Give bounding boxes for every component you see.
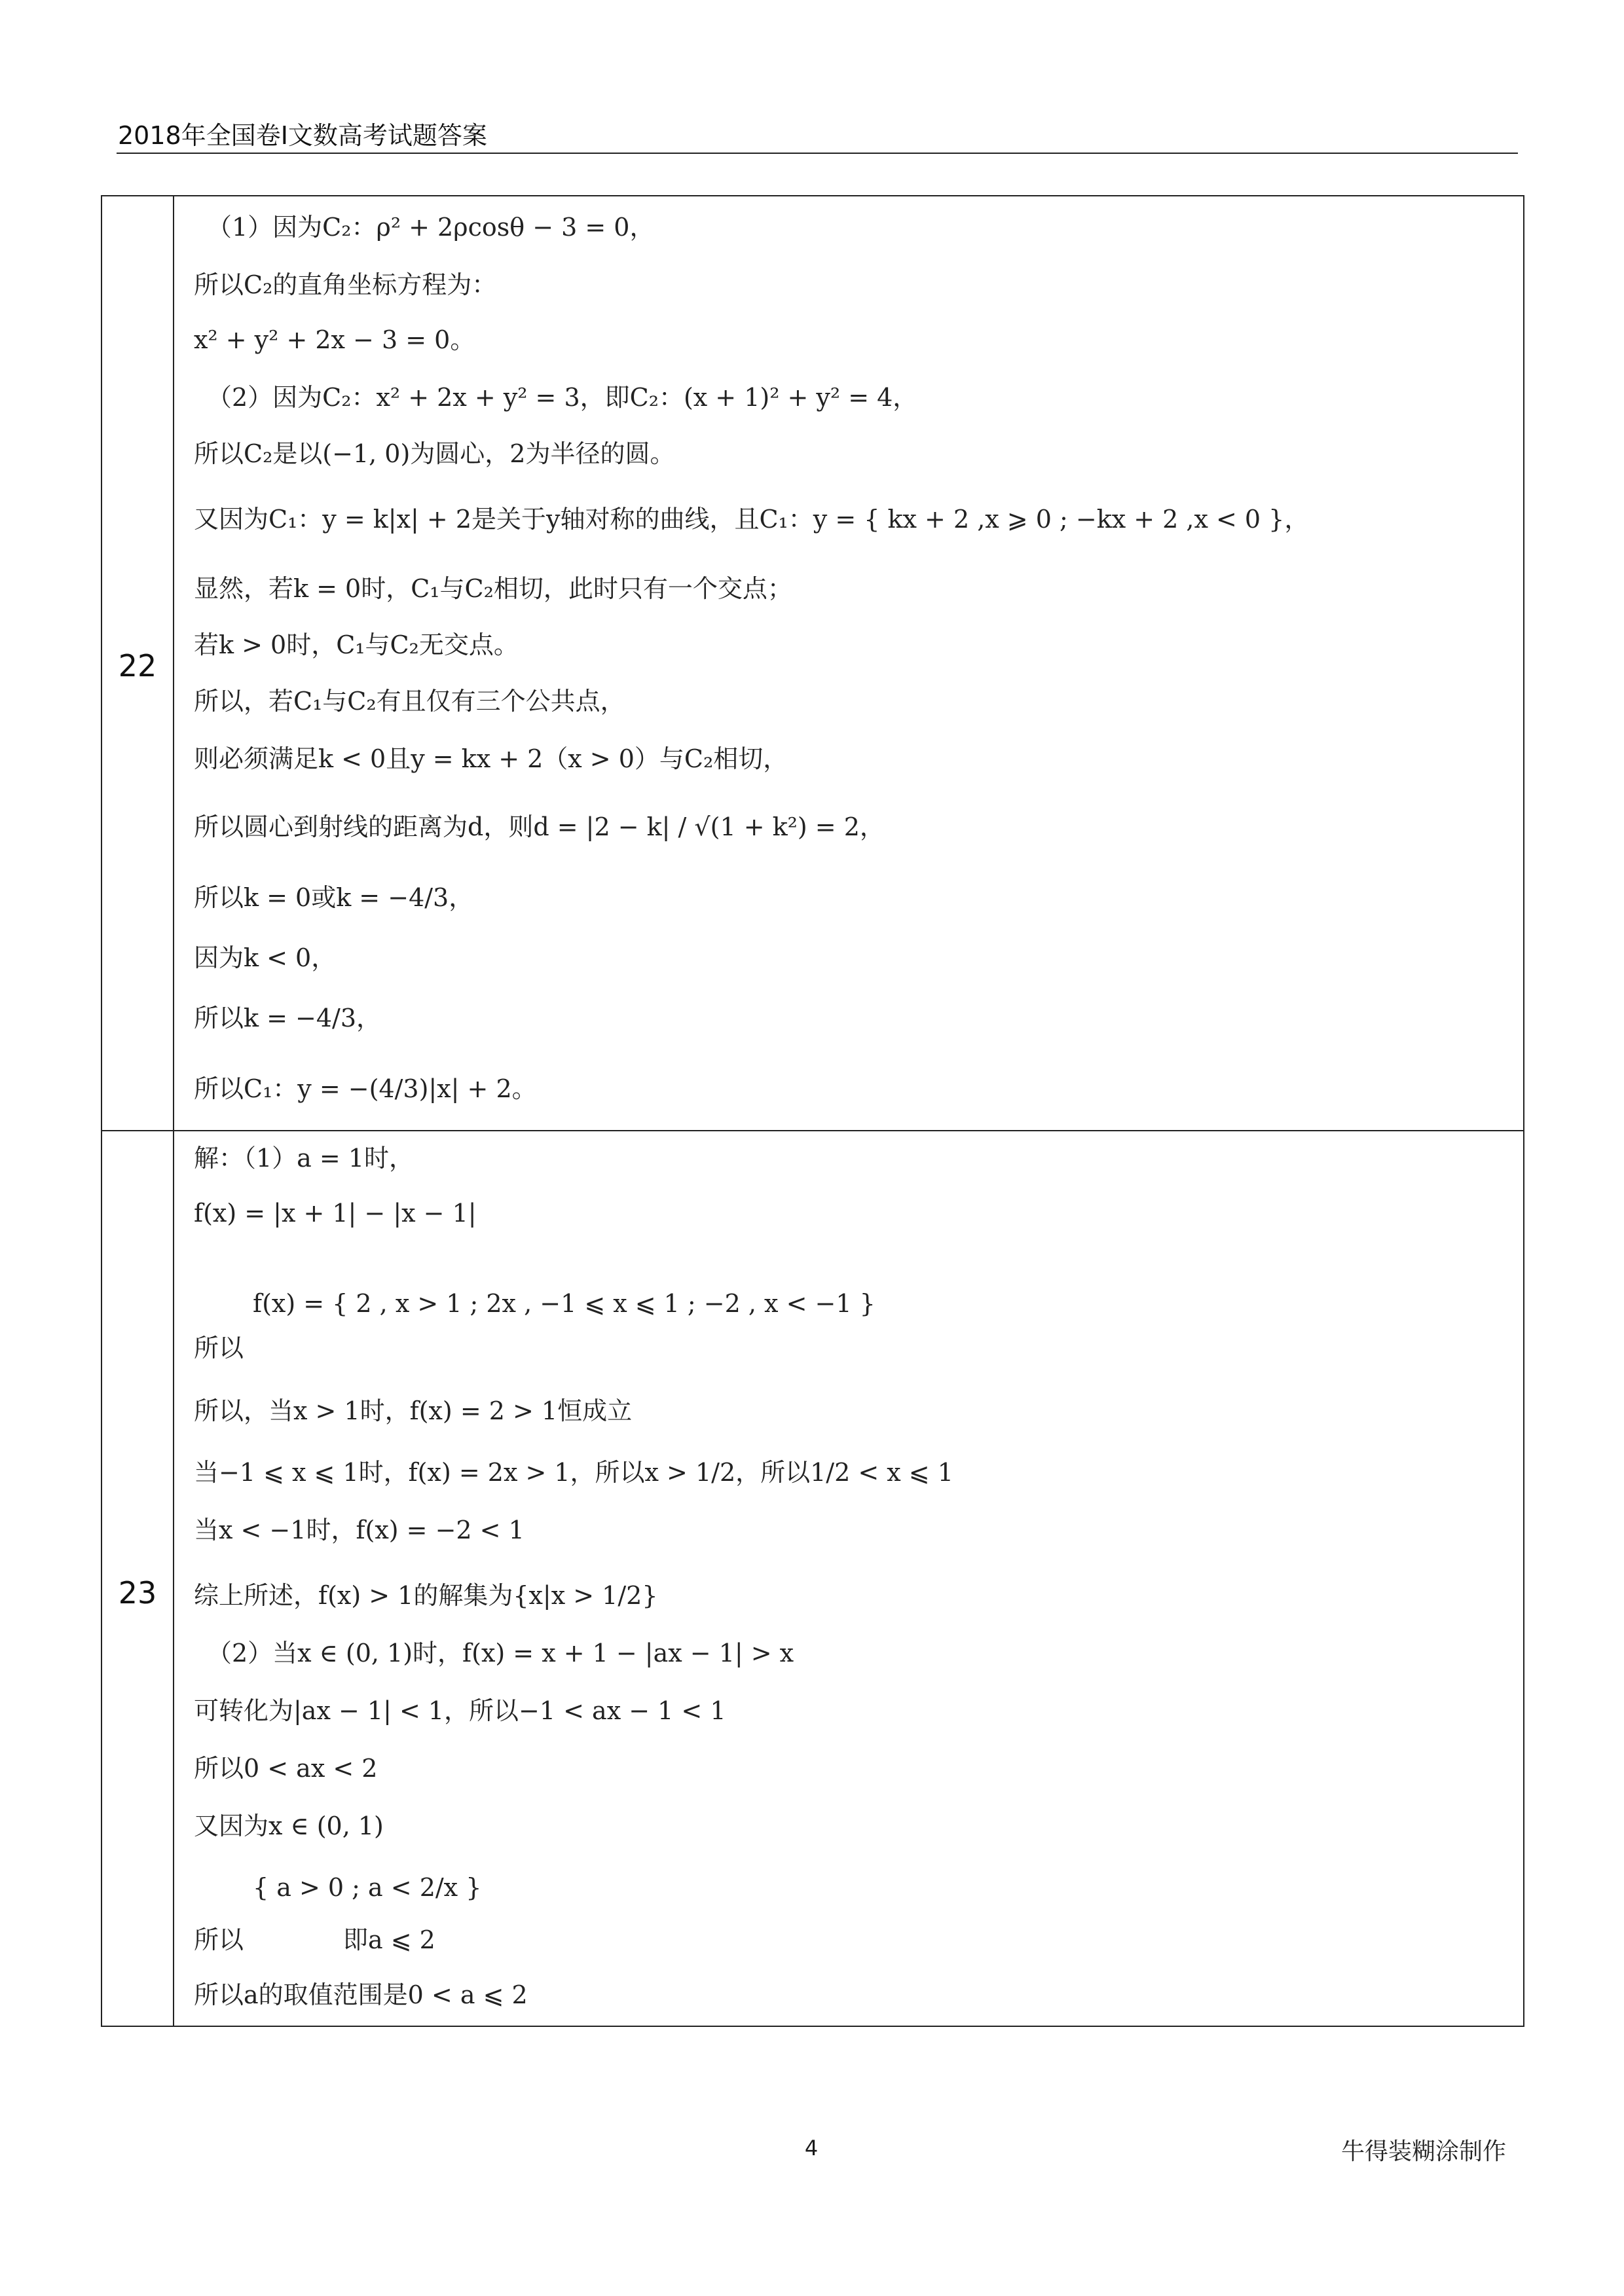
q23-line-5: 所以，当x > 1时，f(x) = 2 > 1恒成立 — [194, 1396, 633, 1425]
q23-line-4: 所以 — [194, 1334, 244, 1362]
q23-line-14: 所以 即a ⩽ 2 — [194, 1925, 435, 1954]
row-separator — [102, 1130, 1523, 1131]
q22-line-13: 因为k < 0， — [194, 943, 337, 972]
header-rule — [117, 153, 1518, 154]
q22-line-9: 所以，若C₁与C₂有且仅有三个公共点， — [194, 687, 625, 716]
q23-line-1: 解：（1）a = 1时， — [194, 1144, 415, 1173]
q23-line-8: 综上所述，f(x) > 1的解集为{x|x > 1/2} — [194, 1581, 658, 1610]
q22-line-6: 又因为C₁：y = k|x| + 2是关于y轴对称的曲线，且C₁：y = { kx + 2 ,x ⩾ 0 ; −kx + 2 ,x < 0 }， — [194, 505, 1310, 534]
q23-line-6: 当−1 ⩽ x ⩽ 1时，f(x) = 2x > 1，所以x > 1/2，所以1/2 < x ⩽ 1 — [194, 1458, 953, 1487]
q23-line-13: { a > 0 ; a < 2/x } — [253, 1873, 482, 1902]
question-number-23: 23 — [118, 1575, 157, 1611]
q23-line-3: f(x) = { 2 , x > 1 ; 2x , −1 ⩽ x ⩽ 1 ; −2 , x < −1 } — [253, 1289, 876, 1318]
q22-line-5: 所以C₂是以(−1, 0)为圆心，2为半径的圆。 — [194, 439, 675, 468]
question-number-22: 22 — [118, 648, 157, 683]
q23-line-12: 又因为x ∈ (0, 1) — [194, 1812, 384, 1840]
q23-line-9: （2）当x ∈ (0, 1)时，f(x) = x + 1 − |ax − 1| > x — [207, 1639, 794, 1667]
q23-line-10: 可转化为|ax − 1| < 1，所以−1 < ax − 1 < 1 — [194, 1696, 726, 1725]
q22-line-3: x² + y² + 2x − 3 = 0。 — [194, 325, 475, 354]
q22-line-4: （2）因为C₂：x² + 2x + y² = 3，即C₂：(x + 1)² + y² = 4， — [207, 383, 918, 412]
q22-line-8: 若k > 0时，C₁与C₂无交点。 — [194, 630, 519, 659]
q22-line-2: 所以C₂的直角坐标方程为： — [194, 270, 497, 299]
answer-table — [101, 195, 1524, 2027]
q22-line-7: 显然，若k = 0时，C₁与C₂相切，此时只有一个交点； — [194, 574, 792, 603]
q23-line-11: 所以0 < ax < 2 — [194, 1754, 378, 1783]
q22-line-10: 则必须满足k < 0且y = kx + 2（x > 0）与C₂相切， — [194, 744, 788, 773]
q22-line-12: 所以k = 0或k = −4/3， — [194, 883, 474, 912]
q22-line-11: 所以圆心到射线的距离为d，则d = |2 − k| / √(1 + k²) = 2， — [194, 812, 885, 841]
q22-line-14: 所以k = −4/3， — [194, 1004, 382, 1032]
q23-line-15: 所以a的取值范围是0 < a ⩽ 2 — [194, 1980, 528, 2009]
q23-line-7: 当x < −1时，f(x) = −2 < 1 — [194, 1516, 525, 1544]
q23-line-2: f(x) = |x + 1| − |x − 1| — [194, 1199, 477, 1228]
column-separator — [173, 196, 174, 2026]
page-header-title: 2018年全国卷Ⅰ文数高考试题答案 — [118, 121, 487, 150]
footer-credit: 牛得装糊涂制作 — [1340, 2138, 1506, 2165]
q22-line-15: 所以C₁：y = −(4/3)|x| + 2。 — [194, 1074, 537, 1103]
q22-line-1: （1）因为C₂：ρ² + 2ρcosθ − 3 = 0， — [207, 213, 655, 242]
page-number: 4 — [804, 2136, 819, 2160]
